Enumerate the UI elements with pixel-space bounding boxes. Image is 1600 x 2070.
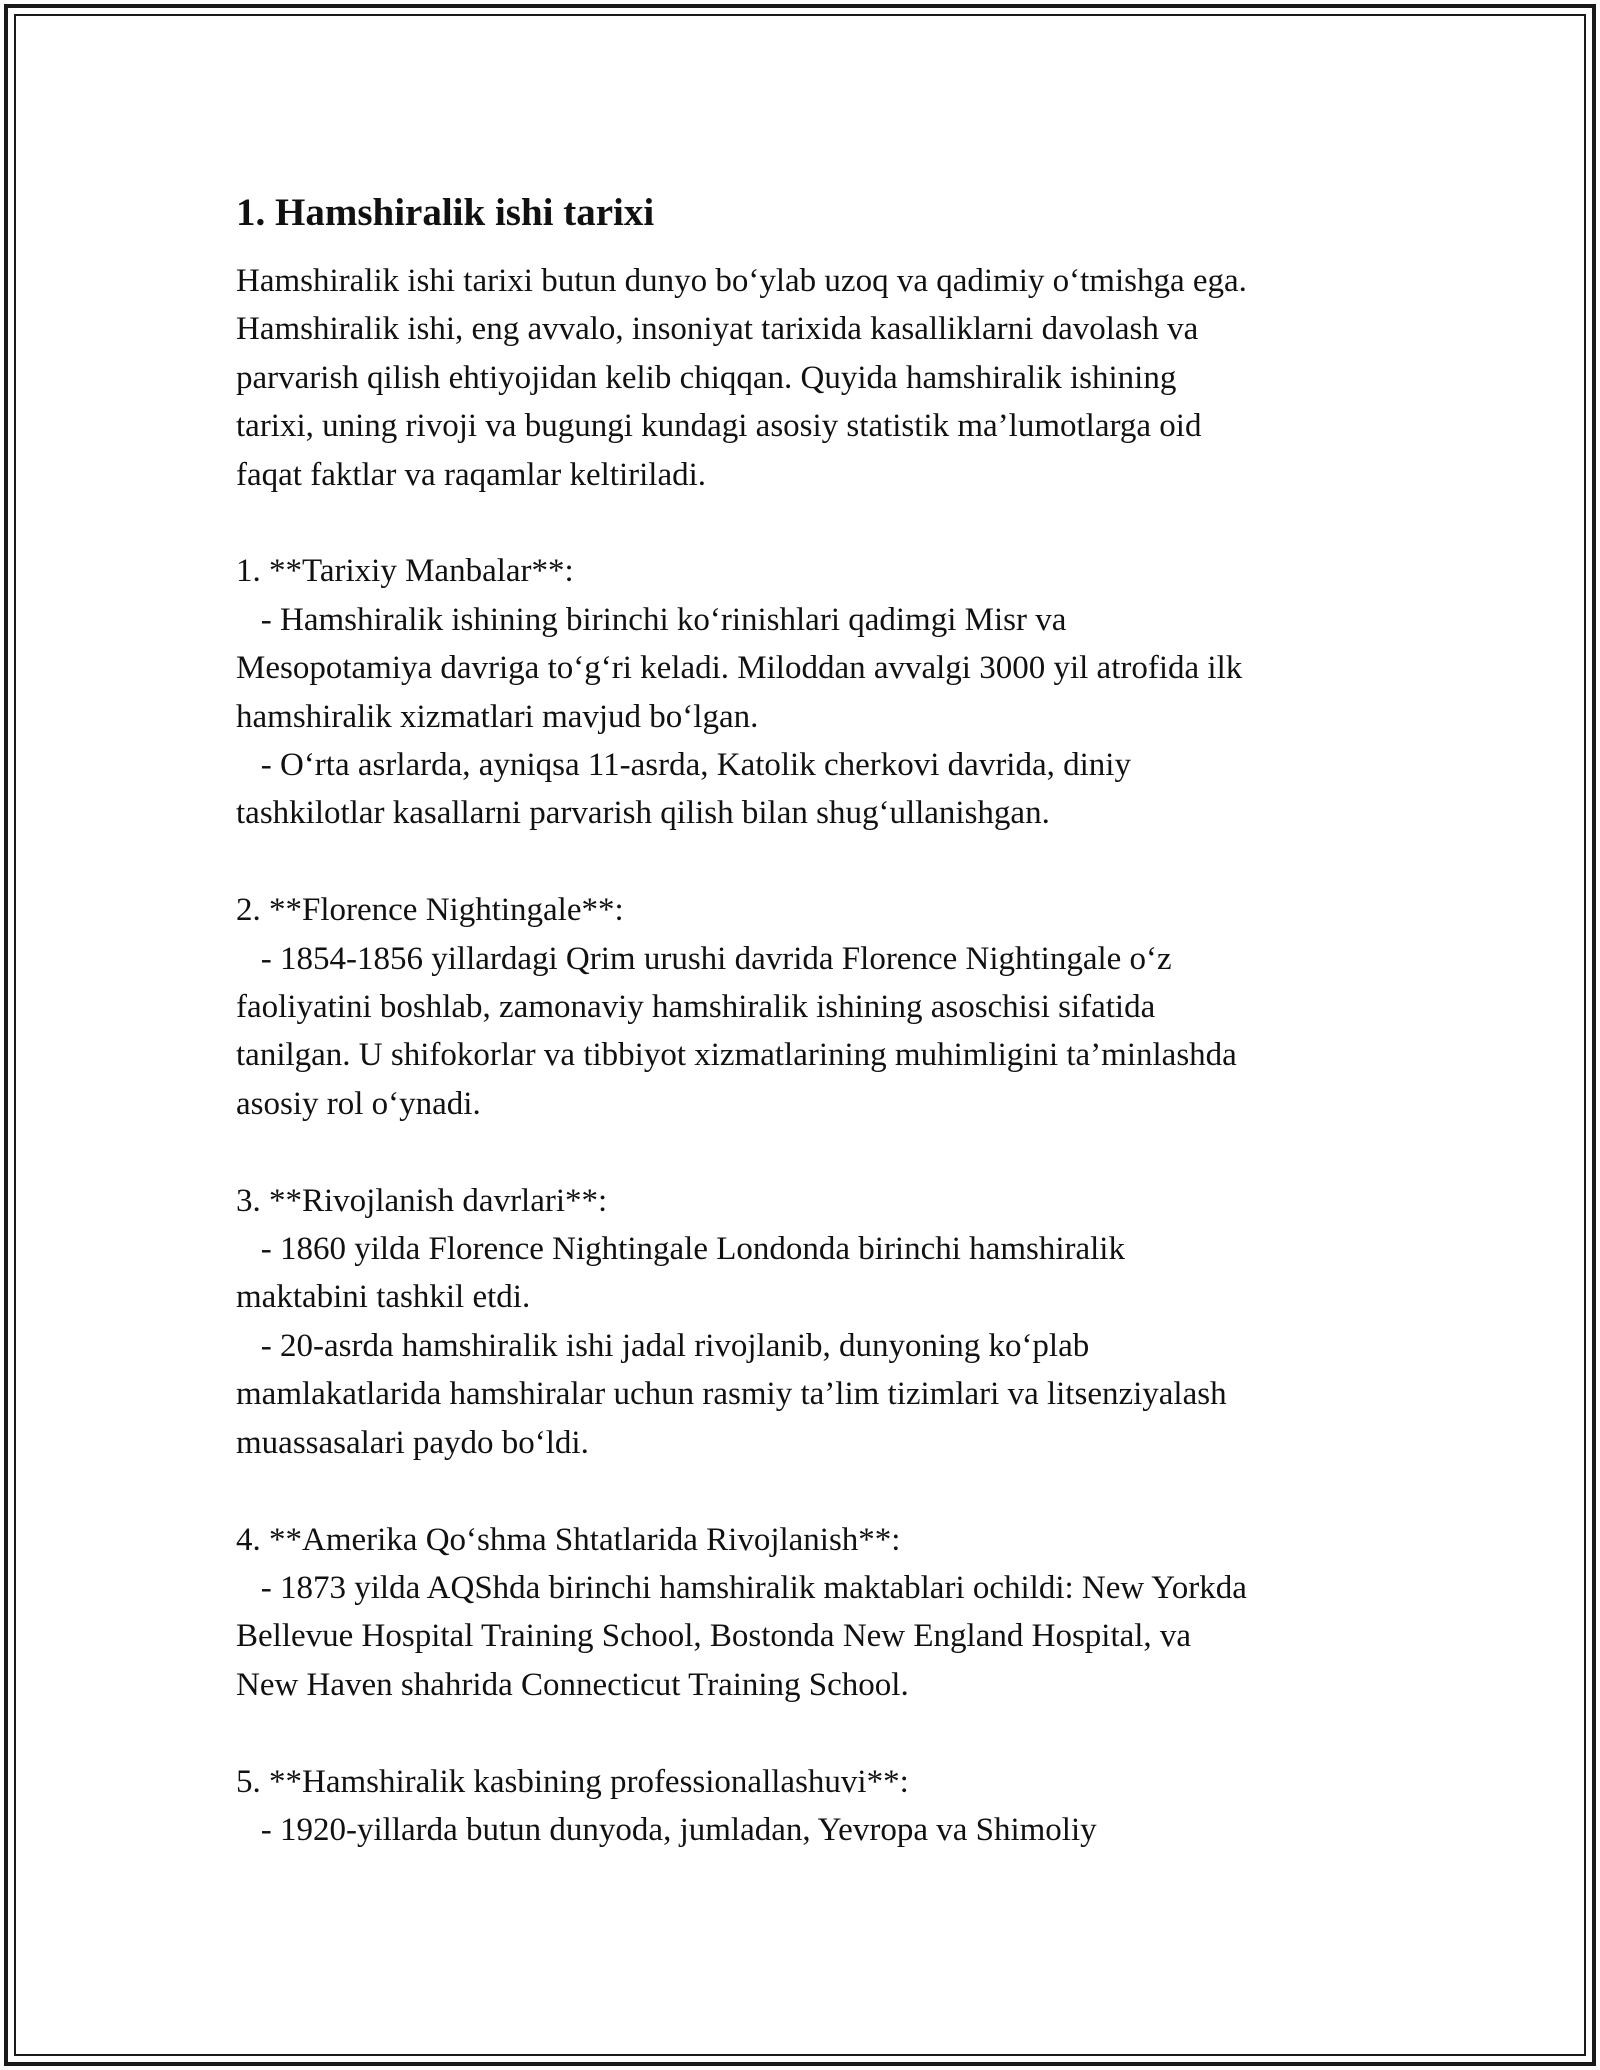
section-title: 4. **Amerika Qo‘shma Shtatlarida Rivojlanish**:: [236, 1521, 901, 1558]
text-line: - 1860 yilda Florence Nightingale Londonda birinchi hamshiralik: [236, 1231, 1125, 1268]
text-line: Hamshiralik ishi, eng avvalo, insoniyat tarixida kasalliklarni davolash va: [236, 311, 1199, 348]
text-line: Mesopotamiya davriga to‘g‘ri keladi. Miloddan avvalgi 3000 yil atrofida ilk: [236, 650, 1243, 687]
section-heading: 1. Hamshiralik ishi tarixi: [236, 191, 655, 234]
paragraph-gap: [236, 1467, 1386, 1515]
text-line: hamshiralik xizmatlari mavjud bo‘lgan.: [236, 698, 759, 735]
text-line: tashkilotlar kasallarni parvarish qilish bilan shug‘ullanishgan.: [236, 795, 1050, 832]
text-line: - 20-asrda hamshiralik ishi jadal rivojlanib, dunyoning ko‘plab: [236, 1327, 1090, 1364]
text-line: parvarish qilish ehtiyojidan kelib chiqqan. Quyida hamshiralik ishining: [236, 359, 1177, 396]
intro-paragraph: [236, 257, 1386, 499]
text-line: - 1854-1856 yillardagi Qrim urushi davrida Florence Nightingale o‘z: [236, 940, 1172, 977]
section-professionallashuvi: [236, 1758, 1386, 1855]
text-line: - 1873 yilda AQShda birinchi hamshiralik maktablari ochildi: New Yorkda: [236, 1569, 1247, 1606]
text-line: New Haven shahrida Connecticut Training School.: [236, 1666, 909, 1703]
text-line: - Hamshiralik ishining birinchi ko‘rinishlari qadimgi Misr va: [236, 601, 1067, 638]
section-rivojlanish-davrlari: [236, 1177, 1386, 1467]
section-title: 3. **Rivojlanish davrlari**:: [236, 1182, 608, 1219]
text-line: tanilgan. U shifokorlar va tibbiyot xizmatlarining muhimligini ta’minlashda: [236, 1037, 1237, 1074]
section-title: 2. **Florence Nightingale**:: [236, 892, 624, 929]
section-title: 5. **Hamshiralik kasbining professionallashuvi**:: [236, 1763, 909, 1800]
text-line: maktabini tashkil etdi.: [236, 1279, 531, 1316]
section-florence-nightingale: [236, 886, 1386, 1128]
section-tarixiy-manbalar: [236, 547, 1386, 837]
text-line: faoliyatini boshlab, zamonaviy hamshiralik ishining asoschisi sifatida: [236, 989, 1156, 1026]
text-line: tarixi, uning rivoji va bugungi kundagi asosiy statistik ma’lumotlarga oid: [236, 408, 1202, 445]
text-line: Hamshiralik ishi tarixi butun dunyo bo‘ylab uzoq va qadimiy o‘tmishga ega.: [236, 263, 1247, 299]
text-line: - O‘rta asrlarda, ayniqsa 11-asrda, Katolik cherkovi davrida, diniy: [236, 747, 1131, 784]
text-line: Bellevue Hospital Training School, Bostonda New England Hospital, va: [236, 1618, 1192, 1655]
text-line: - 1920-yillarda butun dunyoda, jumladan, Yevropa va Shimoliy: [236, 1811, 1097, 1848]
paragraph-gap: [236, 1128, 1386, 1176]
paragraph-gap: [236, 499, 1386, 547]
text-line: mamlakatlarida hamshiralar uchun rasmiy ta’lim tizimlari va litsenziyalash: [236, 1376, 1227, 1413]
section-title: 1. **Tarixiy Manbalar**:: [236, 553, 574, 590]
text-line: muassasalari paydo bo‘ldi.: [236, 1424, 589, 1461]
text-line: asosiy rol o‘ynadi.: [236, 1085, 481, 1122]
section-amerika: [236, 1516, 1386, 1710]
paragraph-gap: [236, 838, 1386, 886]
text-line: faqat faktlar va raqamlar keltiriladi.: [236, 456, 707, 493]
document-page: [236, 187, 1386, 1854]
paragraph-gap: [236, 1709, 1386, 1757]
